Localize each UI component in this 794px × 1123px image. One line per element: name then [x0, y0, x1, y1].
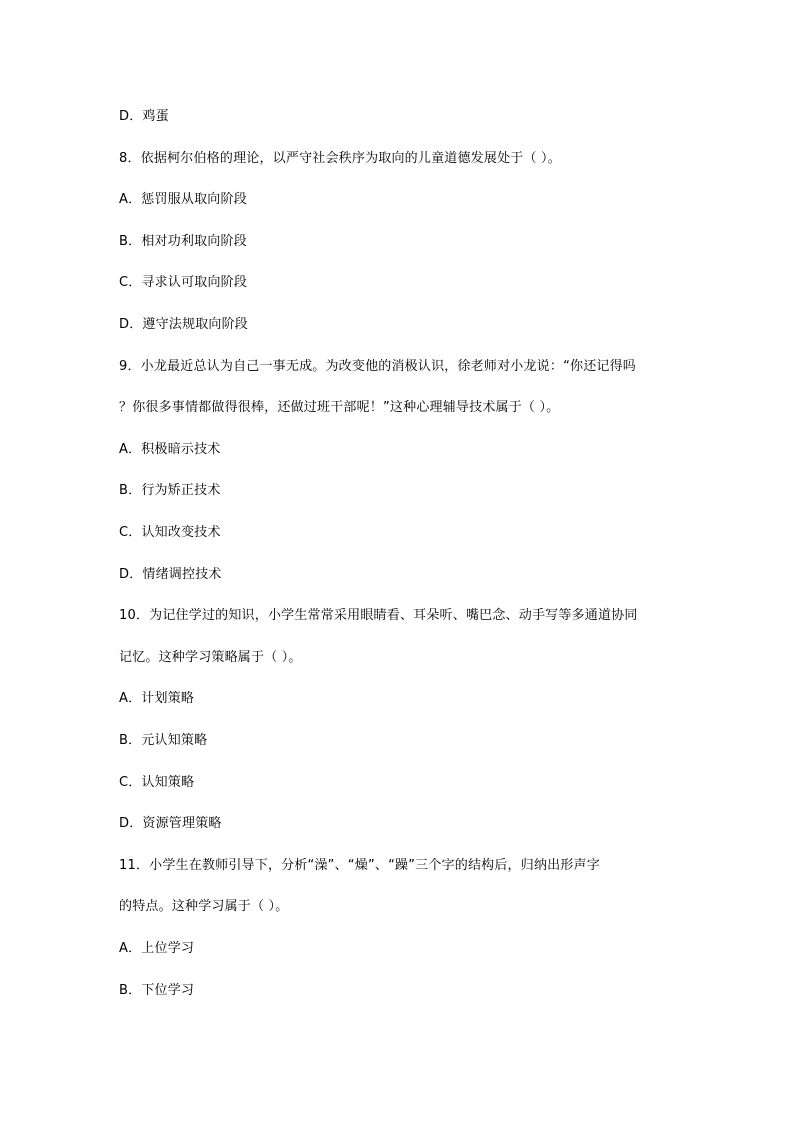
option-c-q8: C．寻求认可取向阶段	[119, 275, 248, 290]
question-10-line-1: 10．为记住学过的知识，小学生常常采用眼睛看、耳朵听、嘴巴念、动手写等多通道协同	[119, 608, 638, 623]
option-a-q8: A．惩罚服从取向阶段	[119, 192, 247, 207]
question-11-line-1: 11．小学生在教师引导下，分析“澡”、“燥”、“躁”三个字的结构后，归纳出形声字	[119, 858, 600, 873]
option-b-q8: B．相对功利取向阶段	[119, 234, 247, 249]
question-9-line-1: 9．小龙最近总认为自己一事无成。为改变他的消极认识，徐老师对小龙说：“你还记得吗	[119, 359, 637, 374]
option-c-q10: C．认知策略	[119, 775, 195, 790]
question-11-line-2: 的特点。这种学习属于（ ）。	[119, 899, 289, 914]
option-a-q10: A．计划策略	[119, 691, 195, 706]
option-a-q11: A．上位学习	[119, 941, 195, 956]
option-d-q10: D．资源管理策略	[119, 816, 222, 831]
option-b-q11: B．下位学习	[119, 983, 195, 998]
option-d-q9: D．情绪调控技术	[119, 567, 222, 582]
option-d-q8: D．遵守法规取向阶段	[119, 317, 249, 332]
option-d-q7: D．鸡蛋	[119, 109, 169, 124]
option-a-q9: A．积极暗示技术	[119, 442, 221, 457]
option-c-q9: C．认知改变技术	[119, 525, 221, 540]
option-b-q10: B．元认知策略	[119, 733, 208, 748]
option-b-q9: B．行为矫正技术	[119, 483, 221, 498]
question-9-line-2: ？你很多事情都做得很棒，还做过班干部呢！”这种心理辅导技术属于（ ）。	[119, 400, 560, 415]
question-8: 8．依据柯尔伯格的理论，以严守社会秩序为取向的儿童道德发展处于（ ）。	[119, 151, 561, 166]
question-10-line-2: 记忆。这种学习策略属于（ ）。	[119, 650, 302, 665]
